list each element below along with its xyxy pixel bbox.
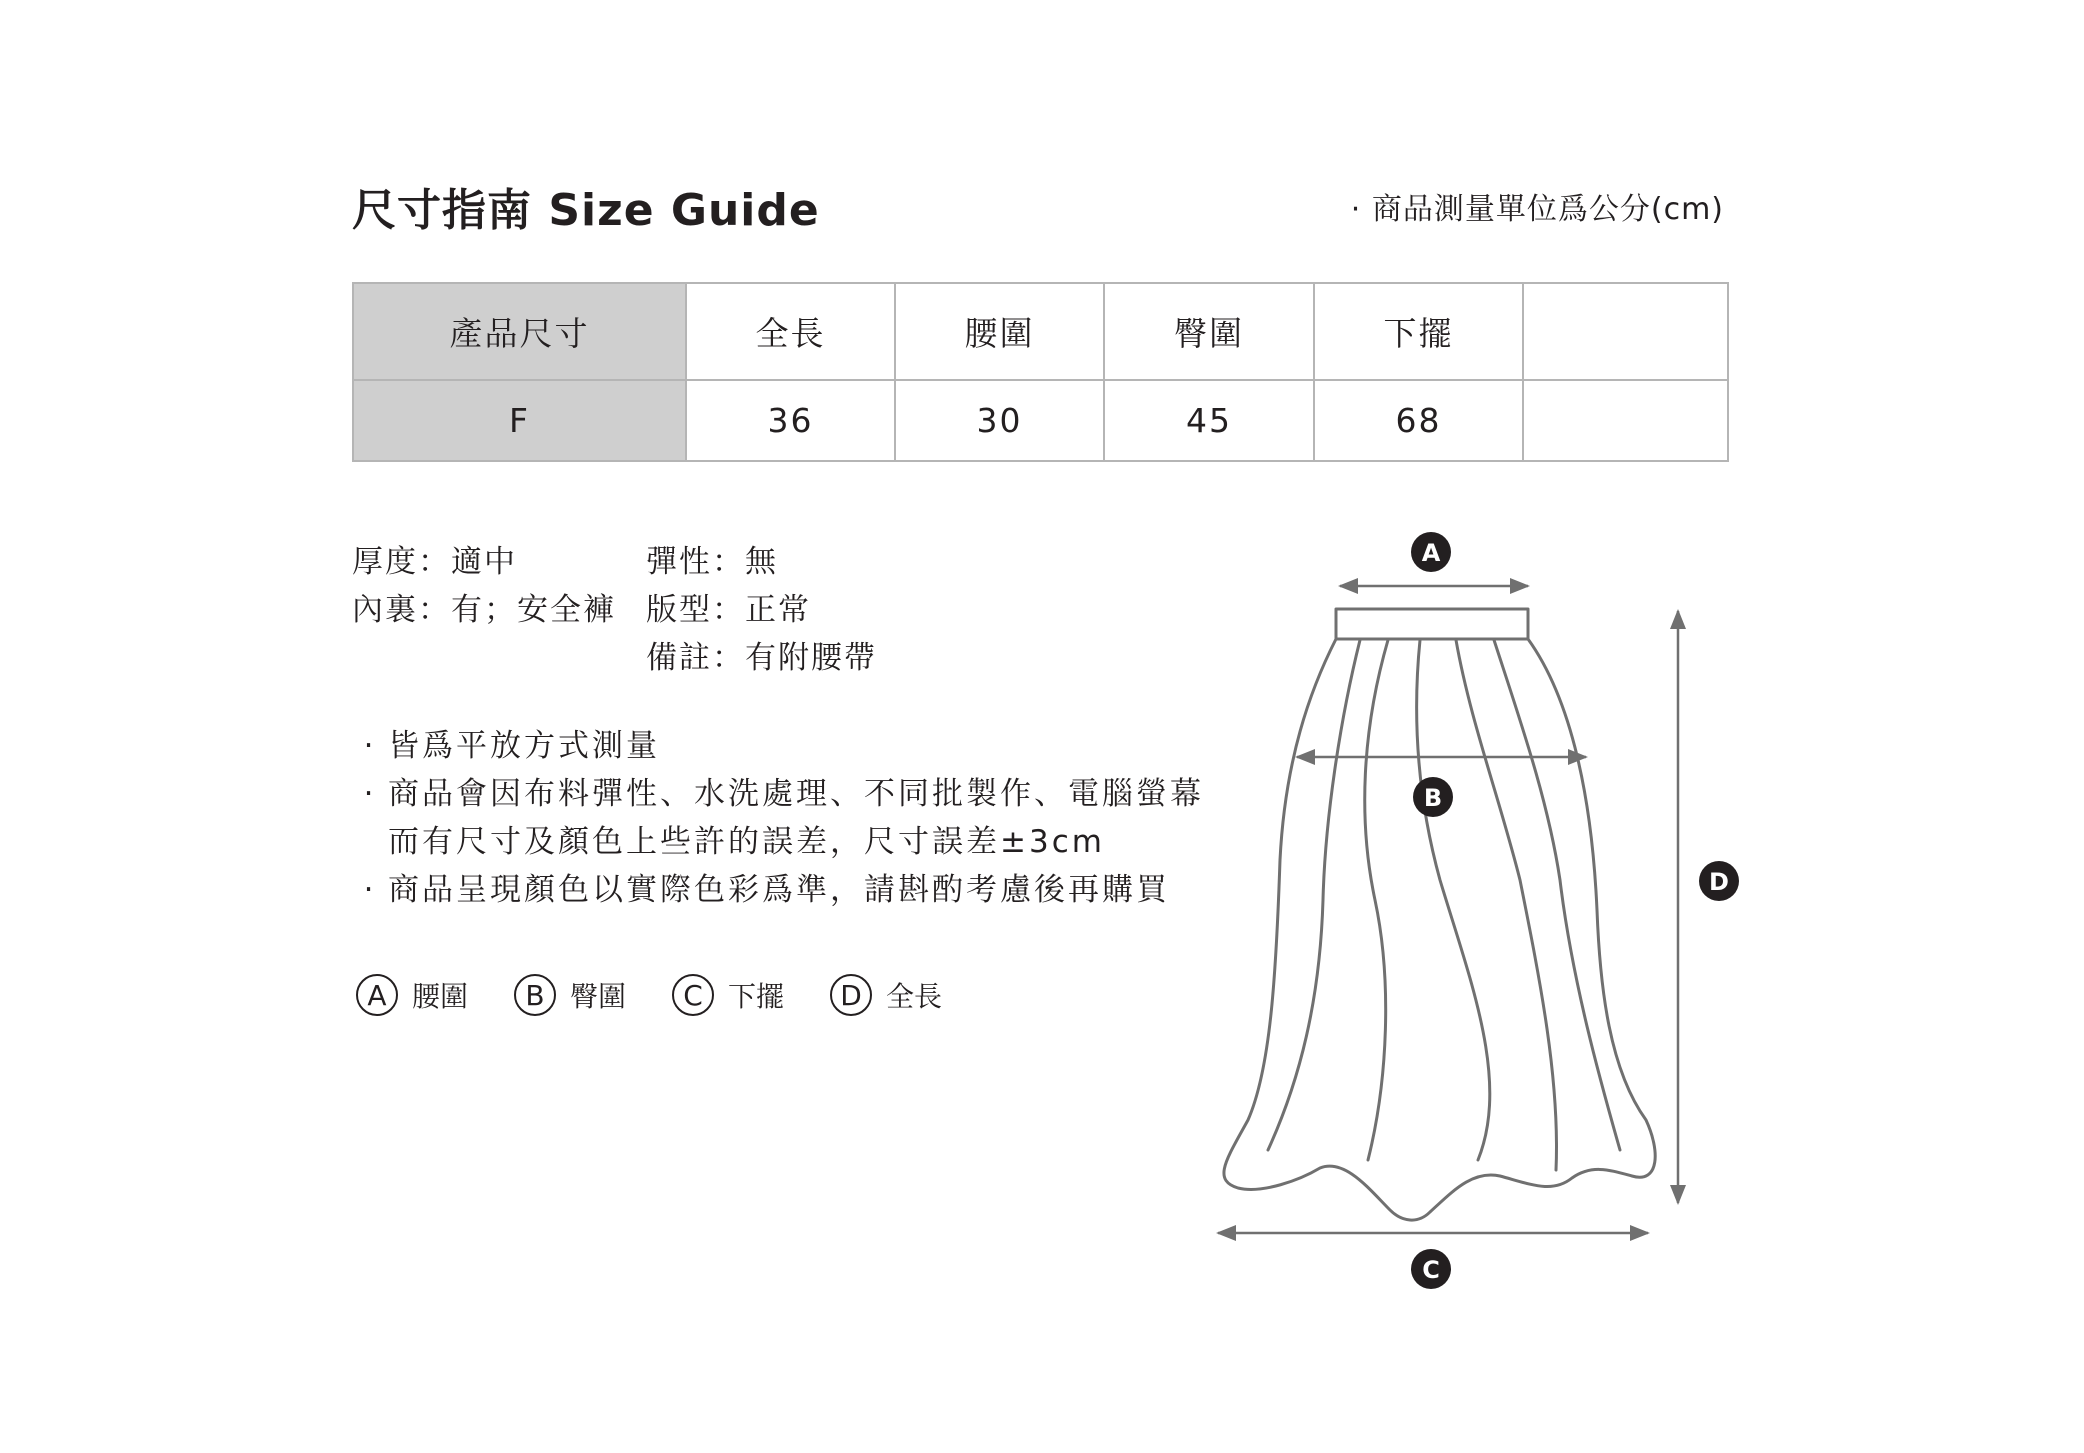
spec-elasticity: 彈性：無 — [646, 544, 778, 580]
legend-marker-c: C — [672, 974, 714, 1016]
skirt-outline — [1224, 609, 1655, 1220]
legend-label-hem: 下擺 — [728, 980, 785, 1013]
svg-text:C: C — [1422, 1256, 1440, 1284]
header-hem: 下擺 — [1314, 283, 1523, 380]
marker-a — [1411, 532, 1451, 572]
cell-hip: 45 — [1104, 380, 1314, 461]
legend-label-hip: 臀圍 — [570, 980, 627, 1013]
legend-marker-b: B — [514, 974, 556, 1016]
page-title: 尺寸指南 Size Guide — [352, 185, 820, 236]
spec-remarks: 備註：有附腰帶 — [646, 640, 877, 676]
cell-length: 36 — [686, 380, 895, 461]
note-line-3: 而有尺寸及顏色上些許的誤差，尺寸誤差±3cm — [388, 824, 1105, 860]
legend-marker-a: A — [356, 974, 398, 1016]
svg-text:A: A — [1421, 539, 1441, 567]
legend-label-waist: 腰圍 — [412, 980, 469, 1013]
spec-thickness: 厚度：適中 — [352, 544, 517, 580]
svg-text:B: B — [1423, 784, 1443, 812]
unit-note: · 商品測量單位爲公分(cm) — [1350, 192, 1724, 227]
header-size: 產品尺寸 — [353, 283, 686, 380]
marker-d — [1699, 861, 1739, 901]
legend-marker-d: D — [830, 974, 872, 1016]
note-bullet: · — [363, 872, 377, 908]
note-bullet: · — [363, 776, 377, 812]
header-hip: 臀圍 — [1104, 283, 1314, 380]
spec-lining: 內裏：有；安全褲 — [352, 592, 616, 628]
note-line-4: 商品呈現顏色以實際色彩爲準，請斟酌考慮後再購買 — [388, 872, 1170, 908]
marker-b — [1413, 777, 1453, 817]
note-bullet: · — [363, 728, 377, 764]
note-line-2: 商品會因布料彈性、水洗處理、不同批製作、電腦螢幕 — [388, 776, 1204, 812]
note-line-1: 皆爲平放方式測量 — [388, 728, 660, 764]
svg-text:D: D — [1709, 868, 1729, 896]
legend-label-length: 全長 — [886, 980, 943, 1013]
header-length: 全長 — [686, 283, 895, 380]
cell-hem: 68 — [1314, 380, 1523, 461]
marker-c — [1411, 1249, 1451, 1289]
header-waist: 腰圍 — [895, 283, 1104, 380]
spec-fit: 版型：正常 — [646, 592, 811, 628]
cell-size: F — [353, 380, 686, 461]
cell-waist: 30 — [895, 380, 1104, 461]
